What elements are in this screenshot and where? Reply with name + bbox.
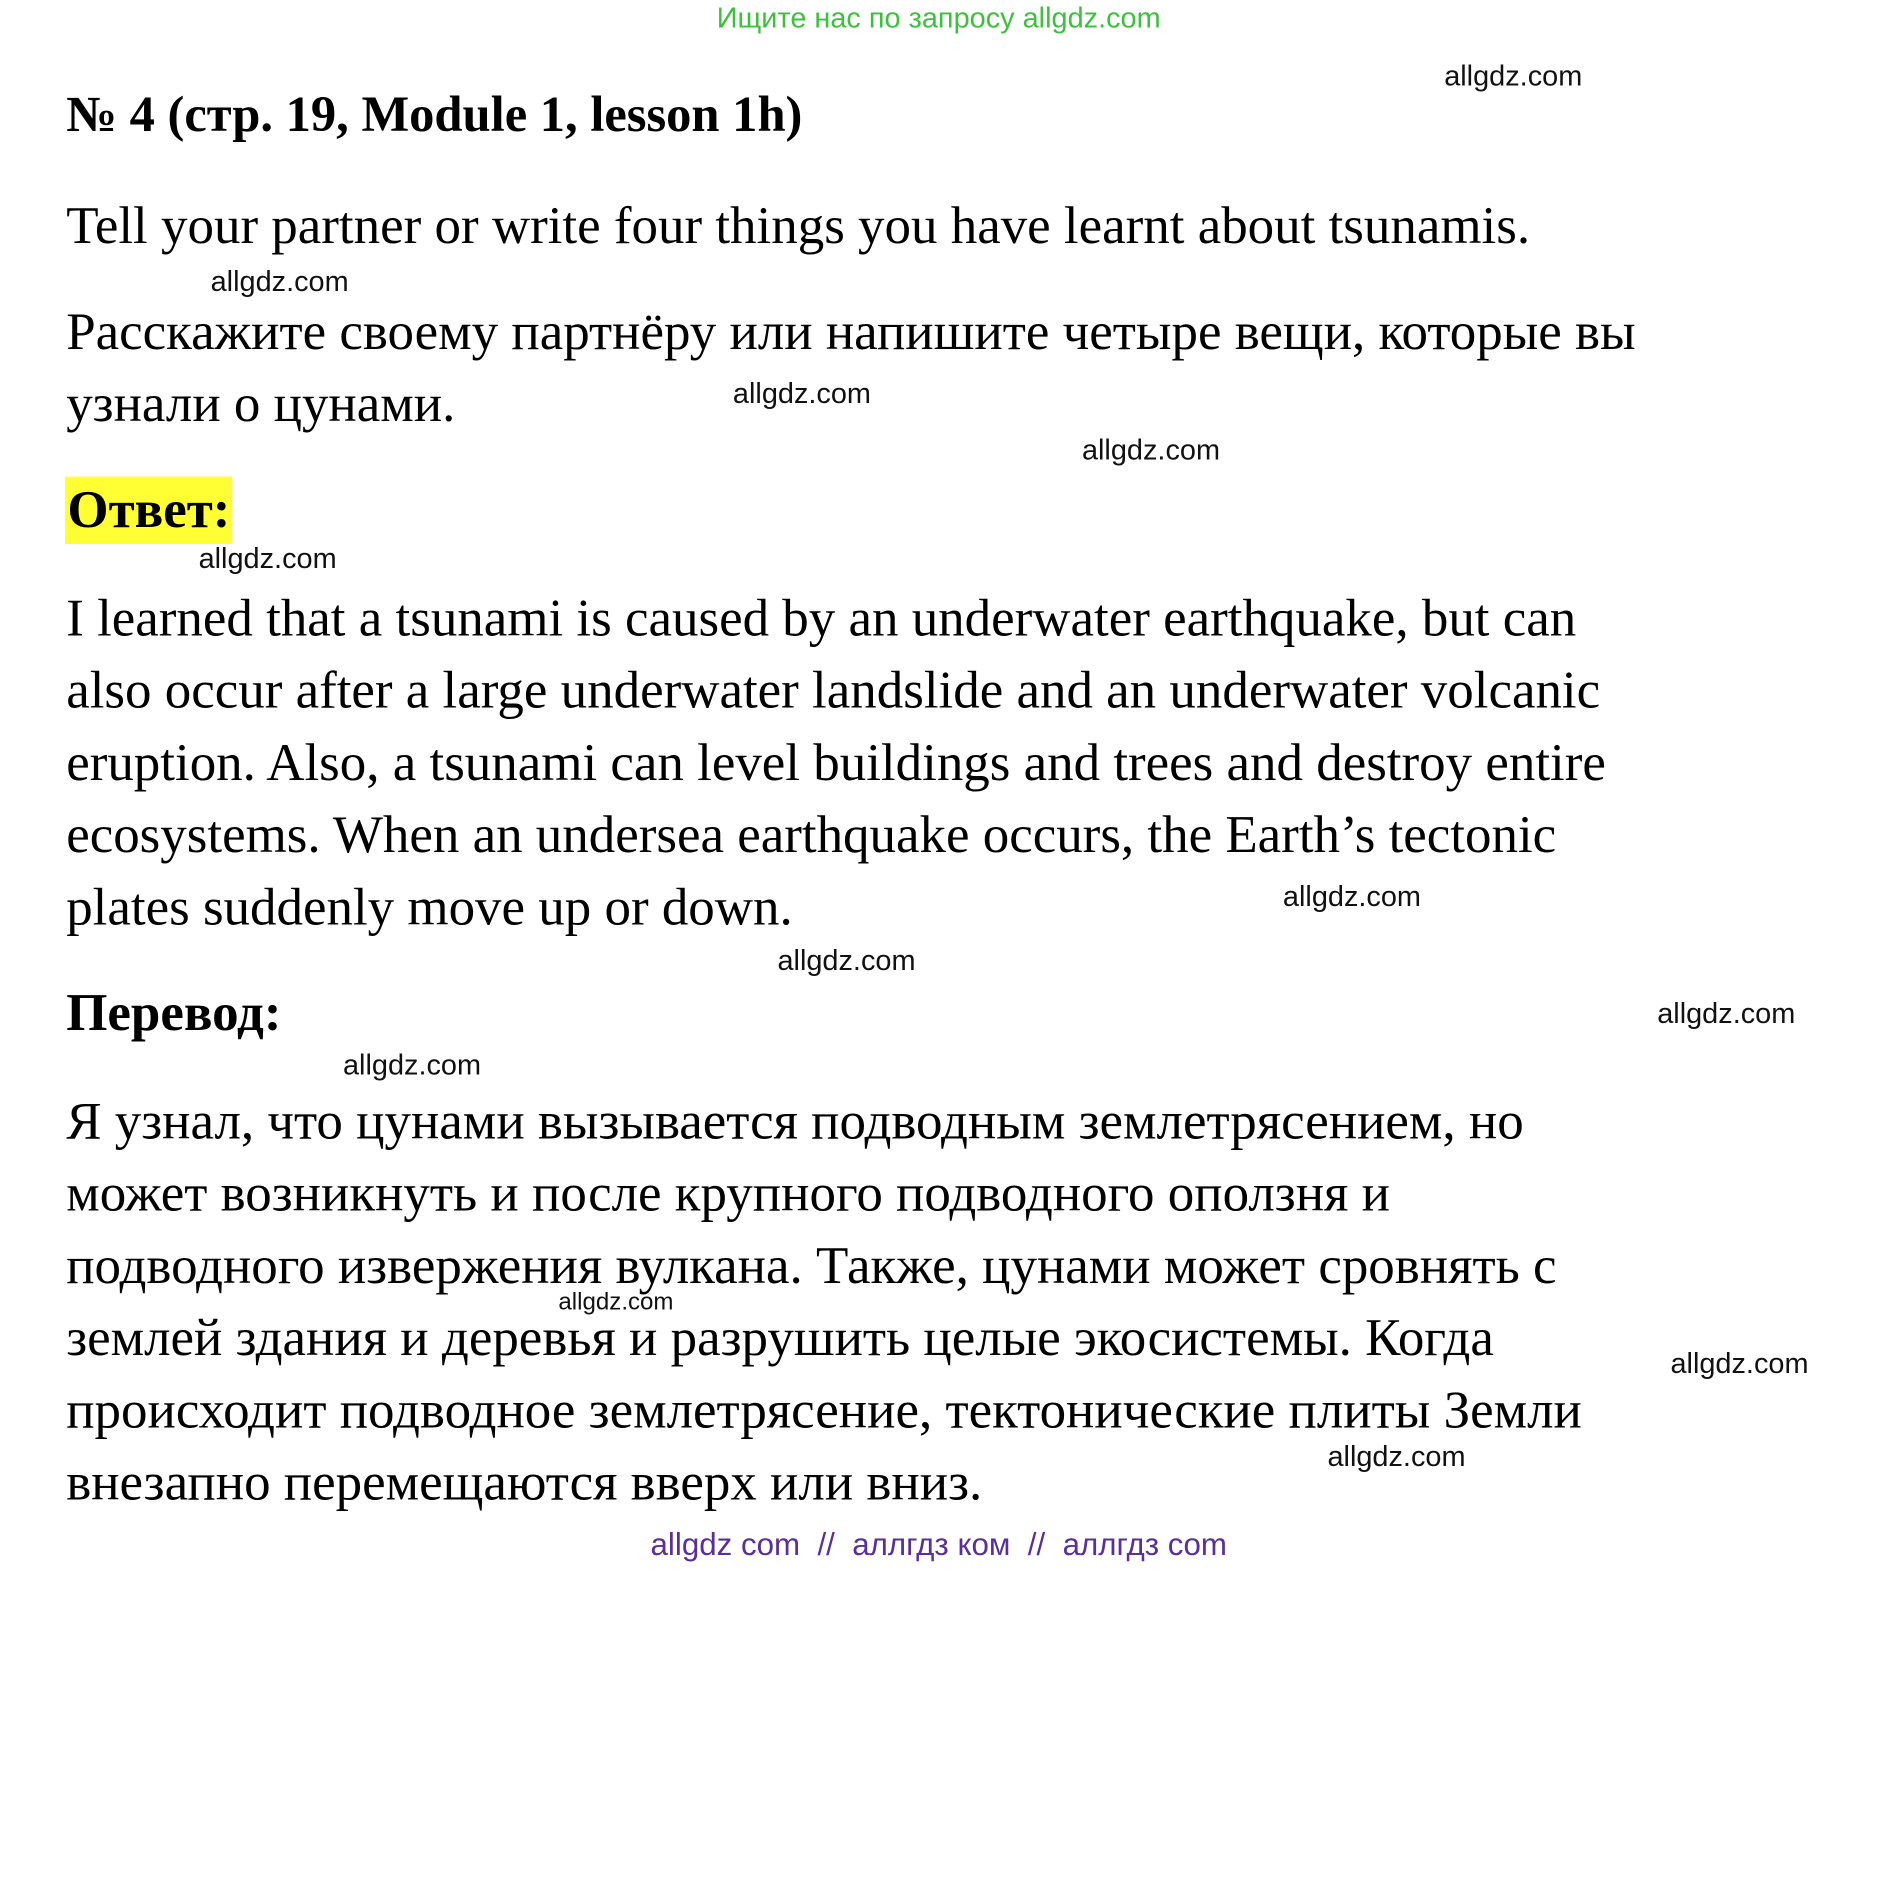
task-russian-line: узнали о цунами. (66, 374, 456, 434)
translation-line: Я узнал, что цунами вызывается подводным землетрясением, но (66, 1091, 1524, 1151)
translation-line: может возникнуть и после крупного подводного оползня и (66, 1163, 1390, 1223)
translation-line: землей здания и деревья и разрушить целые экосистемы. Когда (66, 1308, 1494, 1368)
answer-label: Ответ: (65, 477, 233, 544)
watermark: allgdz.com (198, 542, 337, 576)
translation-line: происходит подводное землетрясение, тектонические плиты Земли (66, 1380, 1582, 1440)
watermark: allgdz.com (1444, 60, 1583, 93)
watermark: allgdz.com (1327, 1440, 1466, 1474)
answer-line: ecosystems. When an undersea earthquake occurs, the Earth’s tectonic (66, 805, 1557, 865)
task-english: Tell your partner or write four things you have learnt about tsunamis. (66, 196, 1531, 256)
watermark: allgdz.com (1081, 434, 1221, 467)
watermark: allgdz.com (777, 944, 916, 978)
answer-line: also occur after a large underwater landslide and an underwater volcanic (66, 660, 1601, 720)
answer-line: plates suddenly move up or down. (66, 877, 793, 937)
answer-line: I learned that a tsunami is caused by an underwater earthquake, but can (66, 588, 1577, 648)
exercise-heading: № 4 (стр. 19, Module 1, lesson 1h) (66, 87, 803, 144)
watermark: allgdz.com (1657, 997, 1796, 1031)
watermark: allgdz.com (558, 1288, 674, 1316)
translation-line: внезапно перемещаются вверх или вниз. (66, 1452, 983, 1512)
translation-label: Перевод: (66, 983, 282, 1043)
watermark: allgdz.com (342, 1049, 482, 1082)
watermark: allgdz.com (210, 265, 349, 299)
footer-watermark: allgdz com // аллгдз ком // аллгдз com (650, 1526, 1227, 1563)
answer-line: eruption. Also, a tsunami can level buildings and trees and destroy entire (66, 732, 1606, 792)
translation-line: подводного извержения вулкана. Также, цунами может сровнять с (66, 1235, 1557, 1295)
watermark: allgdz.com (732, 377, 871, 411)
watermark: allgdz.com (1282, 880, 1421, 914)
search-banner: Ищите нас по запросу allgdz.com (716, 2, 1161, 35)
task-russian-line: Расскажите своему партнёру или напишите четыре вещи, которые вы (66, 302, 1636, 362)
watermark: allgdz.com (1670, 1347, 1809, 1381)
